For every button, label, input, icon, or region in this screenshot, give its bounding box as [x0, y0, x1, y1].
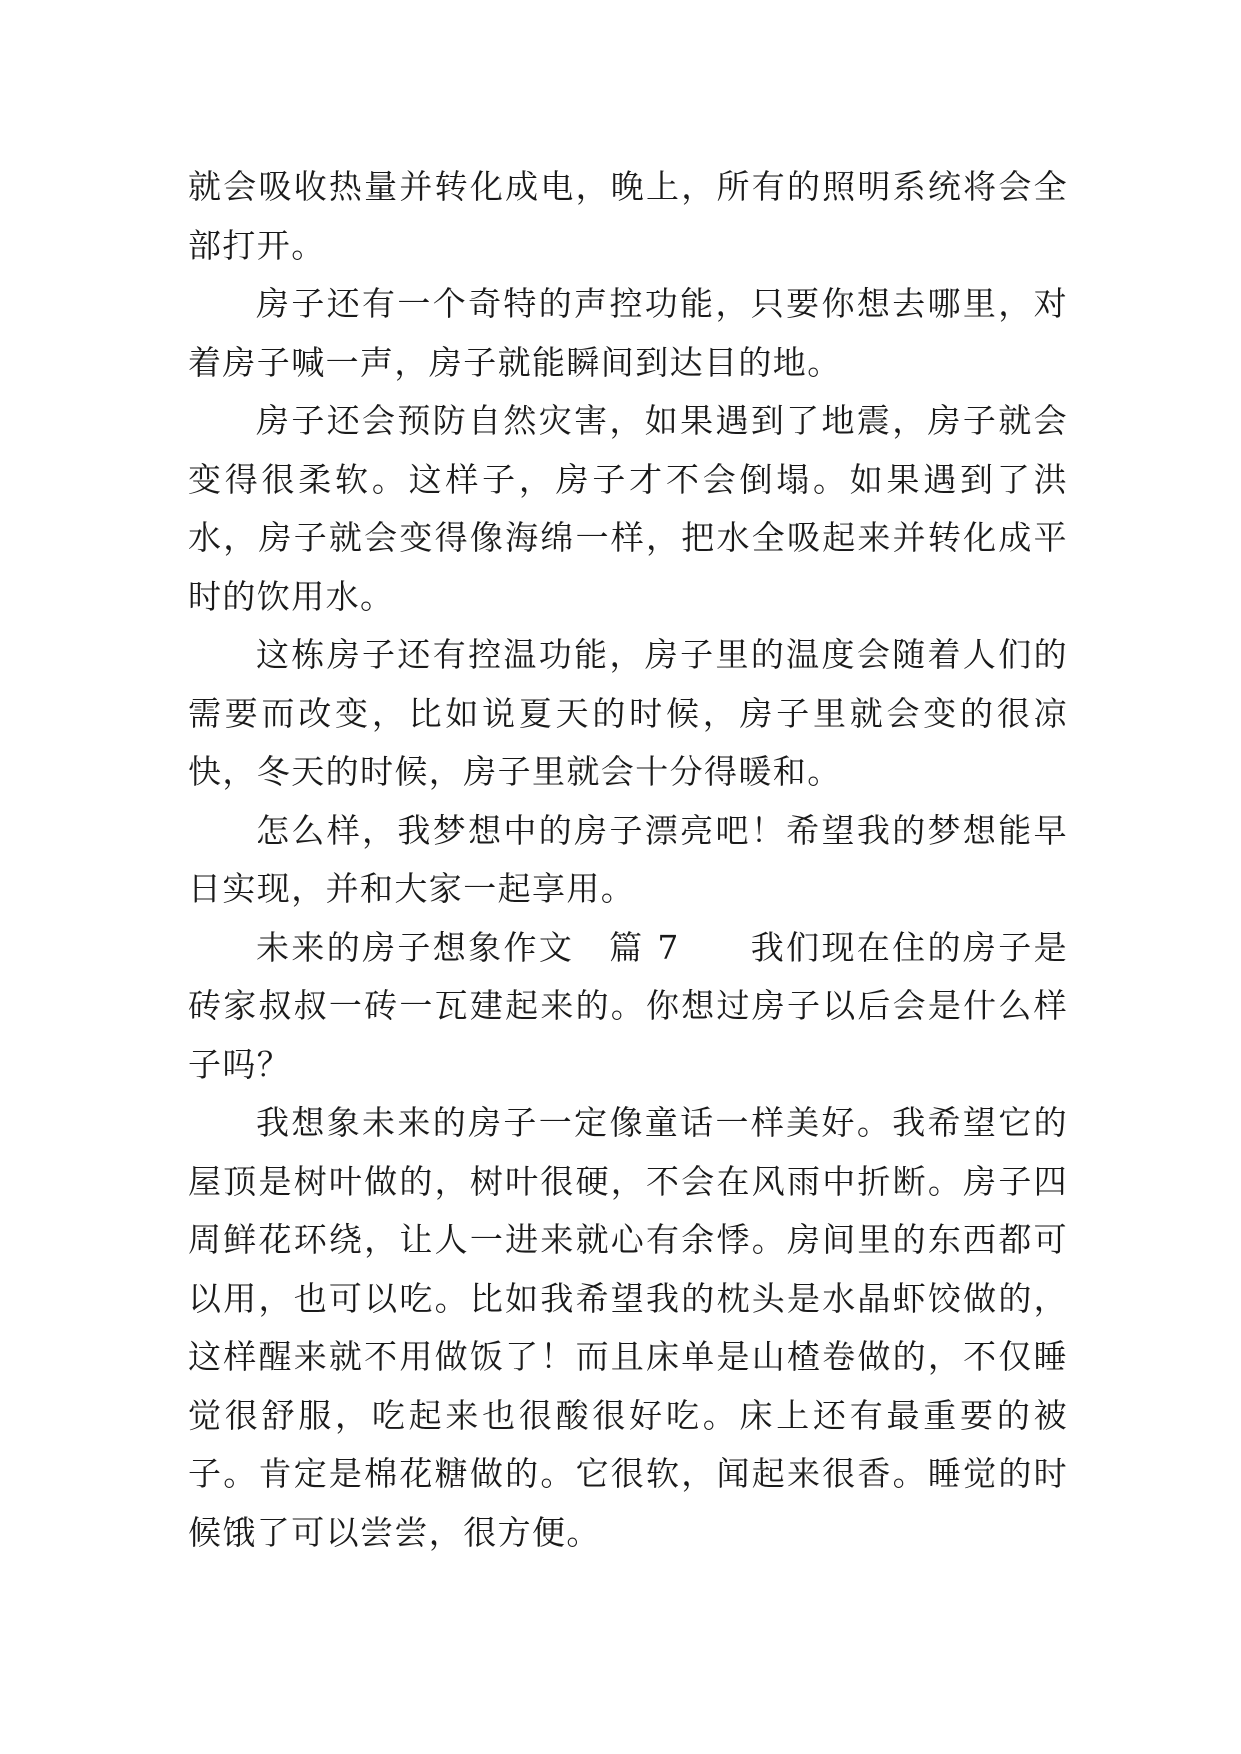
paragraph-temperature-control: 这栋房子还有控温功能，房子里的温度会随着人们的需要而改变，比如说夏天的时候，房子里就会变的很凉快，冬天的时候，房子里就会十分得暖和。: [188, 635, 1068, 791]
paragraph-disaster-prevention: 房子还会预防自然灾害，如果遇到了地震，房子就会变得很柔软。这样子，房子才不会倒塌。如果遇到了洪水，房子就会变得像海绵一样，把水全吸起来并转化成平时的饮用水。: [188, 401, 1068, 616]
paragraph-voice-control: 房子还有一个奇特的声控功能，只要你想去哪里，对着房子喊一声，房子就能瞬间到达目的地。: [188, 284, 1068, 382]
paragraph-fairy-tale-house: 我想象未来的房子一定像童话一样美好。我希望它的屋顶是树叶做的，树叶很硬，不会在风雨中折断。房子四周鲜花环绕，让人一进来就心有余悸。房间里的东西都可以用，也可以吃。比如我希望我的枕头是水晶虾饺做的，这样醒来就不用做饭了！而且床单是山楂卷做的，不仅睡觉很舒服，吃起来也很酸很好吃。床上还有最重要的被子。肯定是棉花糖做的。它很软，闻起来很香。睡觉的时候饿了可以尝尝，很方便。: [188, 1103, 1068, 1552]
section-intro: 我们现在住的房子是砖家叔叔一砖一瓦建起来的。你想过房子以后会是什么样子吗？: [188, 927, 1068, 1084]
section-heading-paragraph: [188, 919, 1068, 1095]
essay-text: [188, 158, 1068, 1562]
paragraph-continued: 就会吸收热量并转化成电，晚上，所有的照明系统将会全部打开。: [188, 167, 1068, 265]
paragraph-conclusion: 怎么样，我梦想中的房子漂亮吧！希望我的梦想能早日实现，并和大家一起享用。: [188, 810, 1068, 908]
section-label: 篇 7: [608, 927, 680, 967]
section-title: 未来的房子想象作文: [256, 927, 575, 967]
